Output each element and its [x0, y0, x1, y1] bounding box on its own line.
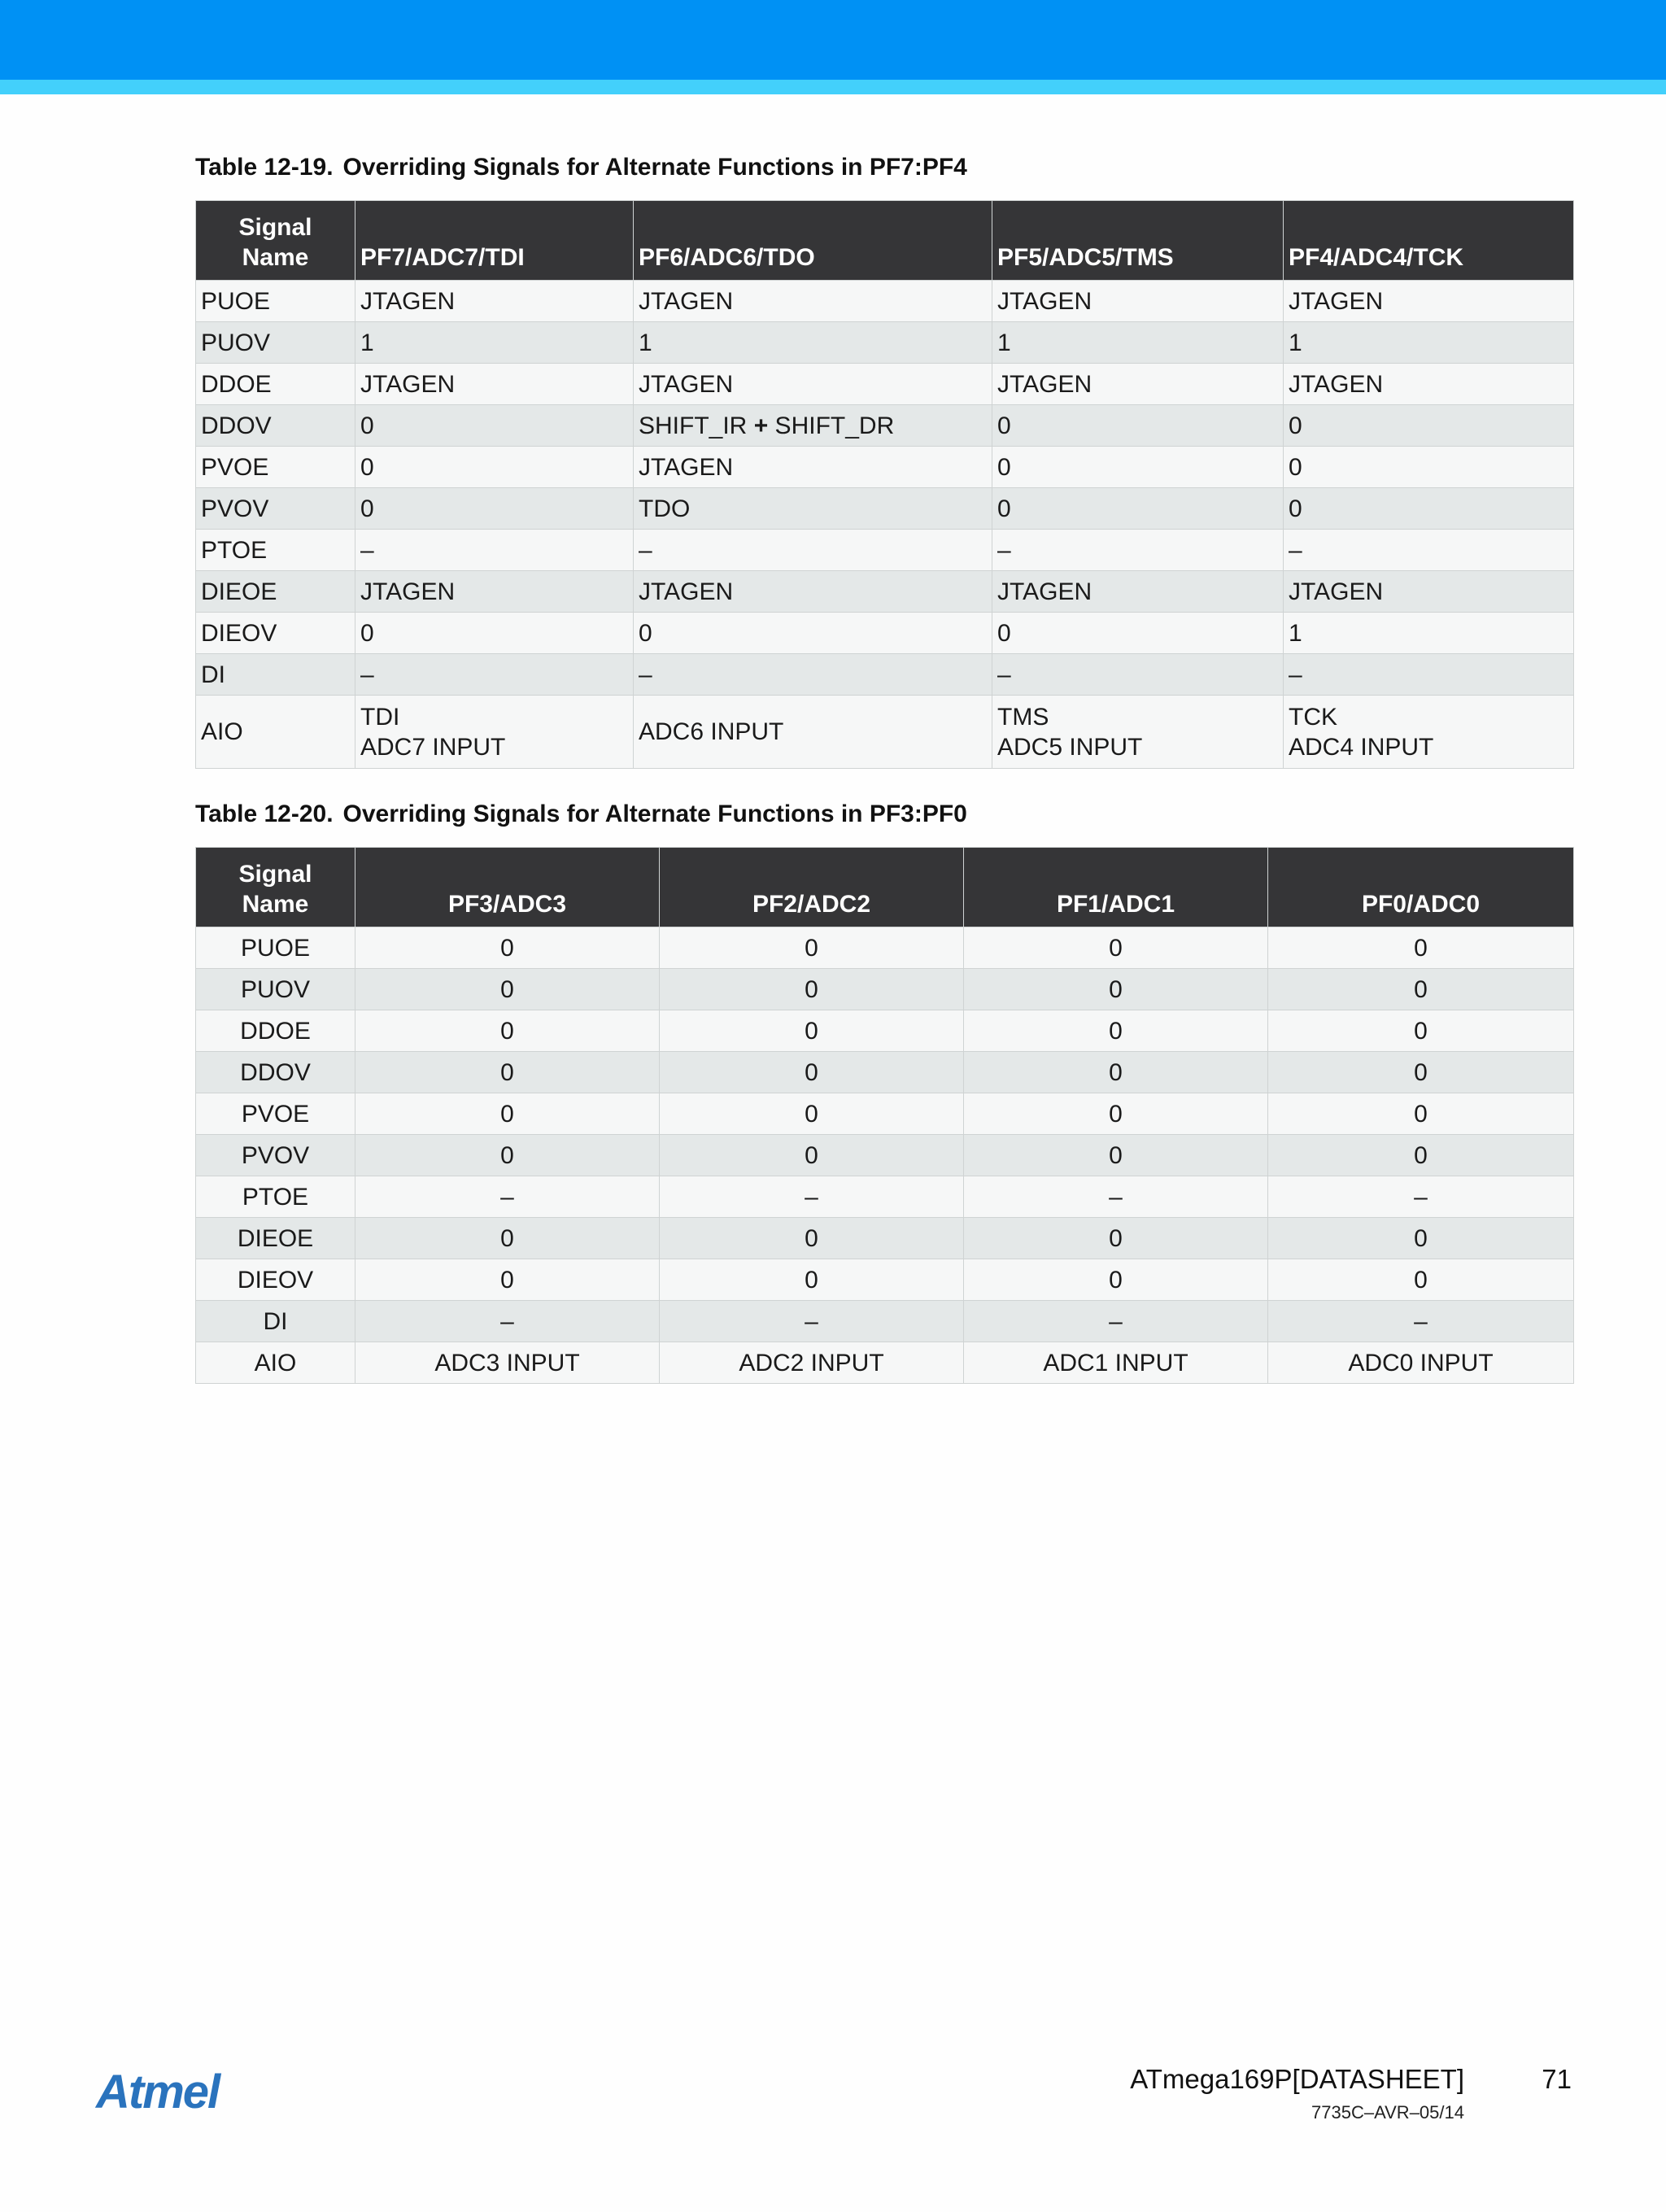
table-cell: 1	[634, 322, 992, 364]
table-cell: 0	[355, 969, 660, 1010]
table-row	[196, 1093, 1574, 1135]
table1-title: Overriding Signals for Alternate Functions in PF7:PF4	[342, 154, 967, 181]
table-cell: TDO	[634, 488, 992, 530]
table-cell: 0	[355, 1135, 660, 1176]
signal-name-cell: DIEOE	[196, 571, 355, 613]
signal-name-cell: DDOV	[196, 405, 355, 447]
table-cell: 1	[355, 322, 634, 364]
table-cell: TCK ADC4 INPUT	[1284, 696, 1574, 769]
table-cell: 0	[660, 1093, 964, 1135]
table-cell: 0	[992, 613, 1284, 654]
table-cell: 0	[1268, 1218, 1574, 1259]
table-cell: ADC0 INPUT	[1268, 1342, 1574, 1384]
table-cell: JTAGEN	[1284, 281, 1574, 322]
table-row	[196, 969, 1574, 1010]
signal-name-cell: PUOE	[196, 281, 355, 322]
column-header: PF6/ADC6/TDO	[634, 201, 992, 281]
table-cell: 0	[355, 1010, 660, 1052]
table-cell: JTAGEN	[992, 281, 1284, 322]
table-cell: 0	[964, 1093, 1268, 1135]
signal-name-cell: DIEOV	[196, 613, 355, 654]
table-cell: 0	[1268, 927, 1574, 969]
table-cell: JTAGEN	[1284, 571, 1574, 613]
signal-name-cell: AIO	[196, 1342, 355, 1384]
table-cell: –	[355, 530, 634, 571]
table-cell: 1	[1284, 322, 1574, 364]
table-cell: JTAGEN	[355, 364, 634, 405]
table-cell: 0	[660, 1010, 964, 1052]
signal-name-cell: PUOV	[196, 322, 355, 364]
column-header: PF5/ADC5/TMS	[992, 201, 1284, 281]
table-row	[196, 322, 1574, 364]
table-row	[196, 1259, 1574, 1301]
table-cell: JTAGEN	[634, 281, 992, 322]
table-row	[196, 927, 1574, 969]
signal-name-cell: PVOE	[196, 447, 355, 488]
signal-name-cell: DIEOV	[196, 1259, 355, 1301]
table-cell: JTAGEN	[355, 281, 634, 322]
signal-name-cell: DDOV	[196, 1052, 355, 1093]
table-cell: JTAGEN	[634, 571, 992, 613]
table-cell: –	[964, 1176, 1268, 1218]
table-cell: JTAGEN	[355, 571, 634, 613]
table-cell: 0	[660, 1218, 964, 1259]
table1-number: Table 12-19.	[195, 154, 334, 181]
table-cell: 0	[1268, 1093, 1574, 1135]
column-header-signal-name: Signal Name	[196, 848, 355, 927]
table-row	[196, 1301, 1574, 1342]
table-cell: 0	[660, 1052, 964, 1093]
table-cell: JTAGEN	[634, 447, 992, 488]
table-cell: 0	[1268, 1052, 1574, 1093]
column-header: PF3/ADC3	[355, 848, 660, 927]
table-row	[196, 696, 1574, 769]
table-cell: 0	[355, 927, 660, 969]
signal-name-cell: PVOV	[196, 1135, 355, 1176]
table-cell: JTAGEN	[1284, 364, 1574, 405]
table-cell: 0	[1268, 1135, 1574, 1176]
table-cell: 0	[355, 1218, 660, 1259]
signal-name-cell: DI	[196, 654, 355, 696]
table-cell: –	[355, 1301, 660, 1342]
table-row	[196, 364, 1574, 405]
header-band	[0, 0, 1666, 80]
signal-name-cell: DI	[196, 1301, 355, 1342]
table-row	[196, 1135, 1574, 1176]
atmel-logo	[94, 2064, 244, 2116]
table-cell: TDI ADC7 INPUT	[355, 696, 634, 769]
table1-caption	[195, 154, 967, 181]
table-cell: –	[964, 1301, 1268, 1342]
footer-doc-title: ATmega169P[DATASHEET]	[1130, 2064, 1464, 2094]
column-header: PF1/ADC1	[964, 848, 1268, 927]
signal-name-cell: PUOV	[196, 969, 355, 1010]
column-header: PF7/ADC7/TDI	[355, 201, 634, 281]
atmel-logo-text: Atmel	[96, 2066, 220, 2116]
table2-caption	[195, 801, 967, 828]
table-row	[196, 530, 1574, 571]
table2-title: Overriding Signals for Alternate Functions in PF3:PF0	[342, 801, 967, 827]
footer-page-number: 71	[1542, 2064, 1572, 2094]
table-cell: SHIFT_IR + SHIFT_DR	[634, 405, 992, 447]
table2-number: Table 12-20.	[195, 801, 334, 827]
signal-name-cell: PTOE	[196, 1176, 355, 1218]
table-cell: 0	[355, 405, 634, 447]
table-cell: 0	[992, 488, 1284, 530]
table-cell: JTAGEN	[992, 364, 1284, 405]
table-cell: –	[1268, 1301, 1574, 1342]
table-cell: 0	[634, 613, 992, 654]
table-row	[196, 281, 1574, 322]
signal-name-cell: PUOE	[196, 927, 355, 969]
table-cell: 0	[1284, 488, 1574, 530]
table-row	[196, 613, 1574, 654]
table1-overriding-signals-pf7-pf4	[195, 200, 1574, 769]
table-cell: 0	[355, 1259, 660, 1301]
table-cell: 0	[1268, 1010, 1574, 1052]
table-cell: –	[992, 654, 1284, 696]
table-cell: –	[634, 654, 992, 696]
table-cell: 0	[964, 1010, 1268, 1052]
table-cell: –	[355, 654, 634, 696]
header-row	[196, 201, 1574, 281]
table-row	[196, 1176, 1574, 1218]
column-header: PF2/ADC2	[660, 848, 964, 927]
table-cell: 0	[355, 1093, 660, 1135]
table-cell: 0	[964, 1218, 1268, 1259]
table-cell: –	[1284, 530, 1574, 571]
table-cell: 0	[964, 1259, 1268, 1301]
table-cell: ADC6 INPUT	[634, 696, 992, 769]
table-row	[196, 654, 1574, 696]
table-cell: ADC2 INPUT	[660, 1342, 964, 1384]
table-cell: TMS ADC5 INPUT	[992, 696, 1284, 769]
table-cell: ADC1 INPUT	[964, 1342, 1268, 1384]
table-cell: 0	[1284, 405, 1574, 447]
table-cell: 0	[660, 1259, 964, 1301]
signal-name-cell: PVOE	[196, 1093, 355, 1135]
table-row	[196, 1010, 1574, 1052]
table-row	[196, 405, 1574, 447]
table-row	[196, 1052, 1574, 1093]
table-cell: JTAGEN	[992, 571, 1284, 613]
table-cell: –	[1268, 1176, 1574, 1218]
table2-overriding-signals-pf3-pf0	[195, 847, 1574, 1384]
table-cell: –	[660, 1176, 964, 1218]
table-cell: –	[992, 530, 1284, 571]
table-cell: 0	[964, 1135, 1268, 1176]
table-cell: –	[660, 1301, 964, 1342]
table-cell: 0	[355, 447, 634, 488]
table-cell: –	[634, 530, 992, 571]
signal-name-cell: PTOE	[196, 530, 355, 571]
column-header: PF0/ADC0	[1268, 848, 1574, 927]
table-cell: 0	[355, 613, 634, 654]
table-cell: 0	[1284, 447, 1574, 488]
table-cell: 0	[1268, 969, 1574, 1010]
table-cell: –	[1284, 654, 1574, 696]
table-cell: 0	[992, 405, 1284, 447]
table-cell: JTAGEN	[634, 364, 992, 405]
table-row	[196, 571, 1574, 613]
table-cell: 0	[964, 969, 1268, 1010]
signal-name-cell: PVOV	[196, 488, 355, 530]
table-cell: 1	[1284, 613, 1574, 654]
table-cell: –	[355, 1176, 660, 1218]
table-cell: ADC3 INPUT	[355, 1342, 660, 1384]
table-cell: 0	[660, 927, 964, 969]
table-cell: 0	[964, 1052, 1268, 1093]
table-cell: 0	[355, 488, 634, 530]
table-cell: 0	[355, 1052, 660, 1093]
table-cell: 0	[660, 969, 964, 1010]
table-cell: 0	[1268, 1259, 1574, 1301]
column-header: PF4/ADC4/TCK	[1284, 201, 1574, 281]
table-row	[196, 1218, 1574, 1259]
table-cell: 1	[992, 322, 1284, 364]
footer-doc-number: 7735C–AVR–05/14	[1311, 2102, 1464, 2123]
table-row	[196, 1342, 1574, 1384]
signal-name-cell: DDOE	[196, 1010, 355, 1052]
table-cell: 0	[992, 447, 1284, 488]
header-row	[196, 848, 1574, 927]
signal-name-cell: DIEOE	[196, 1218, 355, 1259]
plus-operator: +	[753, 412, 769, 439]
table-row	[196, 447, 1574, 488]
header-stripe	[0, 80, 1666, 94]
table-cell: 0	[964, 927, 1268, 969]
column-header-signal-name: Signal Name	[196, 201, 355, 281]
table-cell: 0	[660, 1135, 964, 1176]
signal-name-cell: DDOE	[196, 364, 355, 405]
signal-name-cell: AIO	[196, 696, 355, 769]
table-row	[196, 488, 1574, 530]
